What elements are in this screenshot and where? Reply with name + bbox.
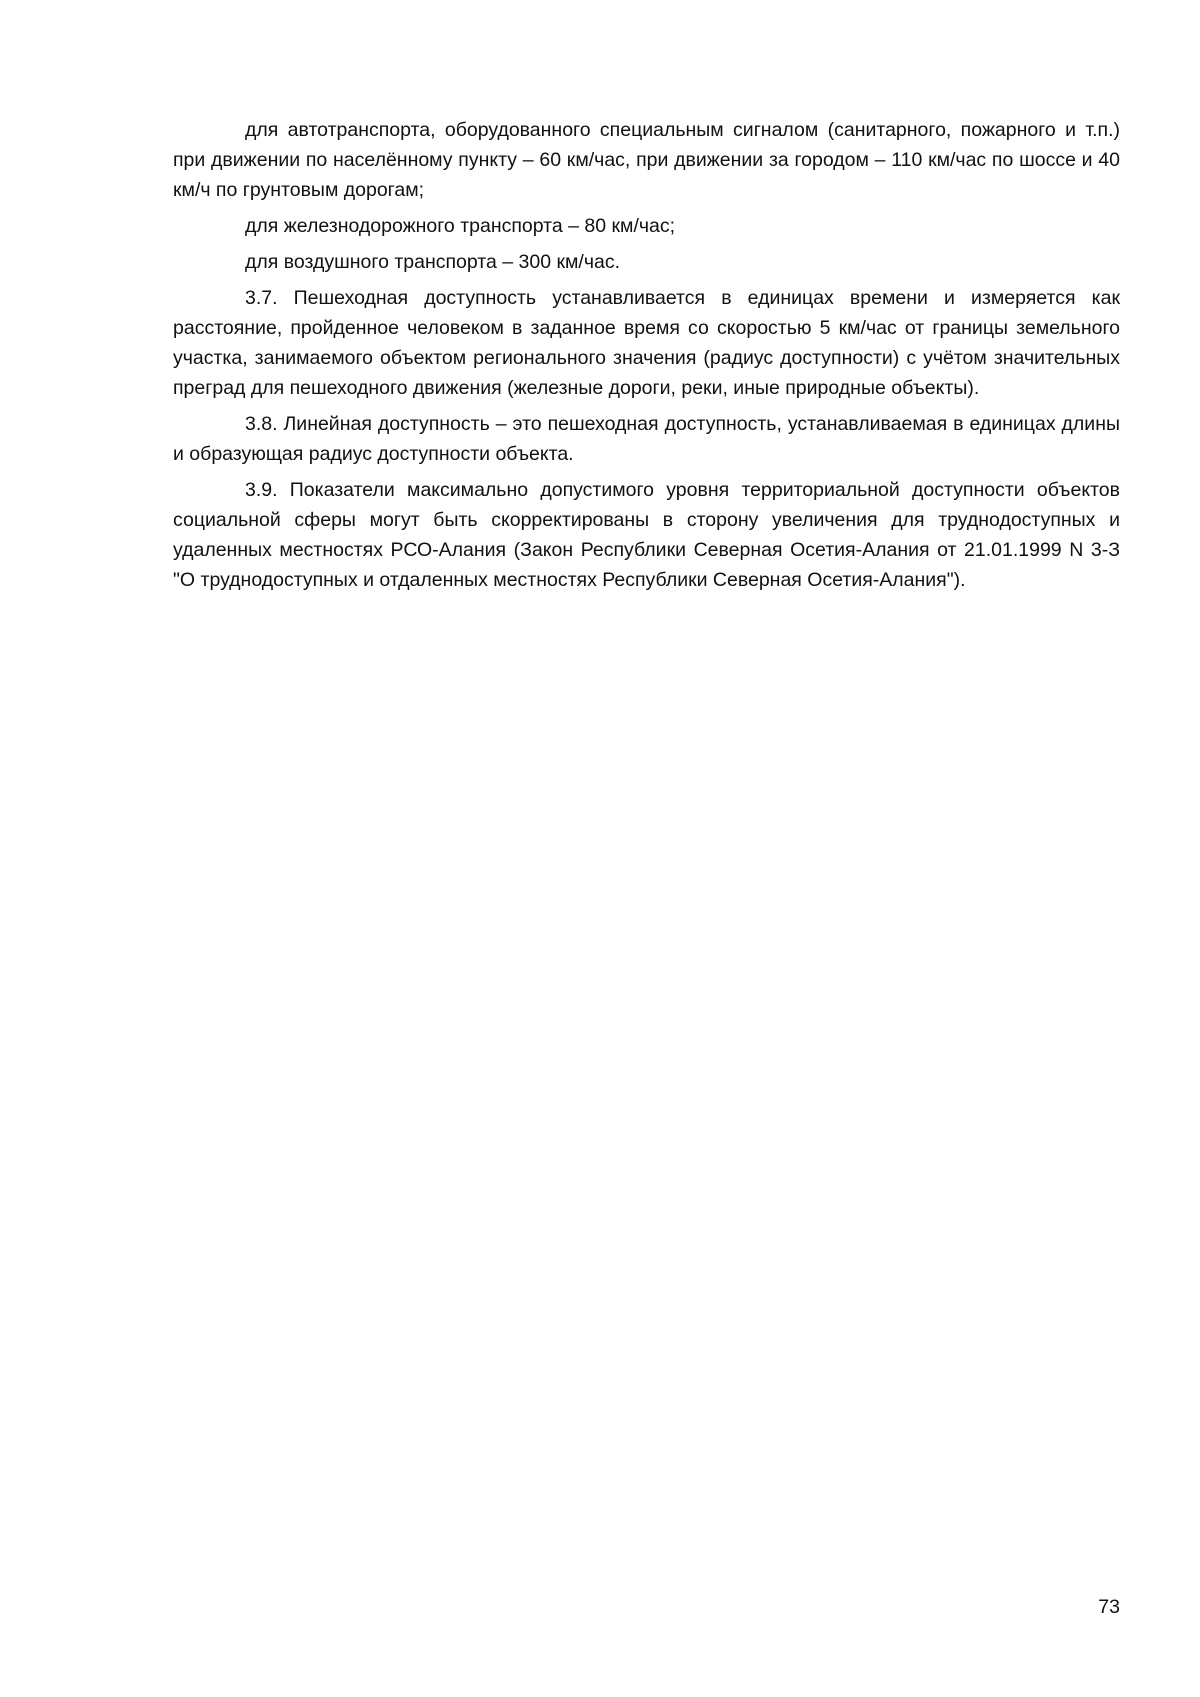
paragraph-road-transport-speed: для автотранспорта, оборудованного специальным сигналом (санитарного, пожарного и т.п.) при движении по населённому пункту – 60 км/час, при движении за городом – 110 км/час по шоссе и 40 км/ч по грунтовым дорогам;: [173, 119, 1120, 201]
paragraph-3-8-linear-accessibility: 3.8. Линейная доступность – это пешеходная доступность, устанавливаемая в единицах длины и образующая радиус доступности объекта.: [173, 413, 1120, 465]
paragraph-3-9-accessibility-adjustment: 3.9. Показатели максимально допустимого уровня территориальной доступности объектов социальной сферы могут быть скорректированы в сторону увеличения для труднодоступных и удаленных местностях РСО-Алания (Закон Республики Северная Осетия-Алания от 21.01.1999 N 3-З "О труднодоступных и отдаленных местностях Республики Северная Осетия-Алания").: [173, 479, 1120, 591]
document-body: [173, 115, 1120, 601]
paragraph-rail-transport-speed: для железнодорожного транспорта – 80 км/час;: [245, 215, 676, 237]
paragraph-3-7-pedestrian-accessibility: 3.7. Пешеходная доступность устанавливается в единицах времени и измеряется как расстояние, пройденное человеком в заданное время со скоростью 5 км/час от границы земельного участка, занимаемого объектом регионального значения (радиус доступности) с учётом значительных преград для пешеходного движения (железные дороги, реки, иные природные объекты).: [173, 287, 1120, 399]
paragraph-air-transport-speed: для воздушного транспорта – 300 км/час.: [245, 251, 621, 273]
page-number: 73: [1098, 1596, 1120, 1618]
